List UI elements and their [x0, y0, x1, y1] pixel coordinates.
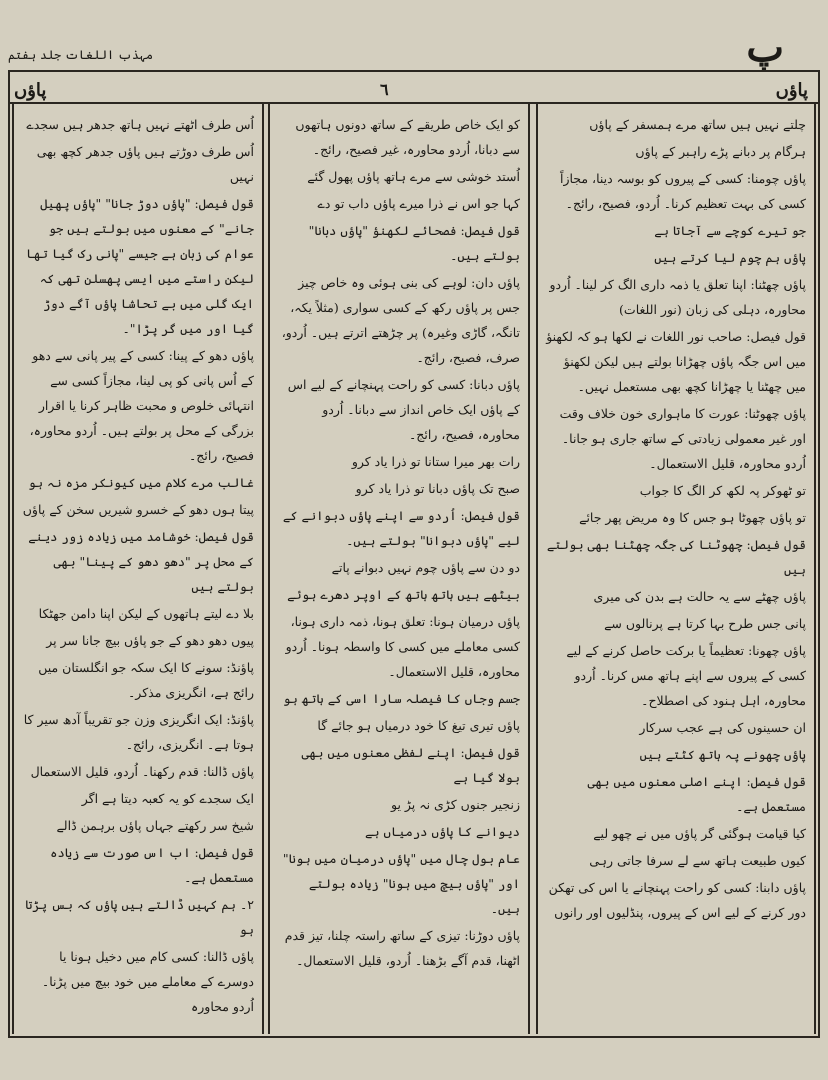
text-line: کیا قیامت ہوگئی گر پاؤں میں نے چھو لیے: [593, 826, 806, 841]
text-line: پاؤں دوڑنا: تیزی کے ساتھ راستہ چلنا، تیز قدم اٹھنا، قدم آگے بڑھنا۔ اُردو، قلیل الاستعمال۔: [284, 928, 520, 968]
text-line: پاؤں ہم چوم لیا کرتے ہیں: [654, 250, 806, 265]
text-line: قول فیصل: اپنے لفظی معنوں میں بھی بولا گیا ہے: [301, 745, 520, 785]
text-line: پیتا ہوں دھو کے خسرو شیریں سخن کے پاؤں: [22, 502, 254, 517]
headword-left: پاؤں: [14, 80, 47, 101]
section-letter: پ: [746, 24, 784, 71]
text-line: دیوانے کا پاؤں درمیاں ہے: [364, 824, 520, 839]
text-line: پاؤں ڈالنا: کسی کام میں دخیل ہونا یا دوسرے کے معاملے میں خود بیچ میں پڑنا۔ اُردو محاورہ: [41, 949, 254, 1014]
text-line: اُس طرف دوڑتے ہیں پاؤں جدھر کچھ بھی نہیں: [36, 144, 254, 184]
text-line: ان حسینوں کی ہے عجب سرکار: [639, 720, 806, 735]
text-line: ایک سجدے کو یہ کعبہ دیتا ہے اگر: [81, 791, 254, 806]
text-line: ۲۔ ہم کہیں ڈالتے ہیں پاؤں کہ بس پڑتا ہو: [25, 897, 254, 937]
text-line: پاؤں دھو کے پینا: کسی کے پیر پانی سے دھو کے اُس پانی کو پی لینا، مجازاً کسی سے انتہائی خلوص و محبت ظاہر کرنا یا اقرار بزرگی کے محل پر بولتے ہیں۔ اُردو محاورہ، فصیح، رائج۔: [29, 348, 254, 463]
headword-right: پاؤں: [775, 80, 808, 101]
text-line: پاؤں درمیان ہونا: تعلق ہونا، ذمہ داری ہونا، کسی معاملے میں کسی کا واسطہ ہونا۔ اُردو محاورہ، قلیل الاستعمال۔: [285, 614, 520, 679]
column-left: [12, 104, 264, 1034]
text-line: پاؤں چھونے پہ ہاتھ کٹتے ہیں: [639, 747, 806, 762]
text-line: پاؤں چومنا: کسی کے پیروں کو بوسہ دینا، مجازاً کسی کی بہت تعظیم کرنا۔ اُردو، فصیح، رائج۔: [559, 171, 806, 211]
text-line: قول فیصل: چھوٹنا کی جگہ چھٹنا بھی بولتے ہیں: [546, 537, 806, 577]
text-line: اُس طرف اٹھتے نہیں ہاتھ جدھر ہیں سجدے: [26, 117, 254, 132]
text-line: دو دن سے پاؤں چوم نہیں دبوانے پاتے: [331, 560, 520, 575]
text-line: صبح تک پاؤں دبانا تو ذرا یاد کرو: [355, 481, 520, 496]
text-line: عام بول چال میں "پاؤں درمیان میں ہونا" اور "پاؤں بیچ میں ہونا" زیادہ بولتے ہیں۔: [282, 851, 520, 916]
text-line: قول فیصل: اپنے اصلی معنوں میں بھی مستعمل ہے۔: [587, 774, 806, 814]
text-line: کیوں طبیعت ہاتھ سے لے سرفا جاتی رہی: [589, 853, 806, 868]
text-line: بیٹھے ہیں ہاتھ ہاتھ کے اوپر دھرے ہوئے: [287, 587, 520, 602]
text-line: اُستد خوشی سے مرے ہاتھ پاؤں پھول گئے: [307, 169, 520, 184]
text-line: ہرگام پر دبانے پڑے راہبر کے پاؤں: [635, 144, 806, 159]
text-line: پاؤں چھوٹنا: عورت کا ماہواری خون خلاف وقت اور غیر معمولی زیادتی کے ساتھ جاری ہو جانا۔ اُردو محاورہ، قلیل الاستعمال۔: [559, 406, 806, 471]
text-line: پاؤنڈ: ایک انگریزی وزن جو تقریباً آدھ سیر کا ہوتا ہے۔ انگریزی، رائج۔: [23, 712, 254, 752]
text-line: کہا جو اس نے ذرا میرے پاؤں داب تو دے: [317, 196, 520, 211]
text-line: پاؤں چھٹے سے یہ حالت ہے بدن کی میری: [593, 589, 806, 604]
text-line: پاؤں تیری تیغ کا خود درمیاں ہو جائے گا: [317, 718, 520, 733]
text-line: غالب مرے کلام میں کیونکر مزہ نہ ہو: [28, 475, 254, 490]
text-line: پاؤں دابنا: کسی کو راحت پہنچانے یا اس کی تھکن دور کرنے کے لیے اس کے پیروں، پنڈلیوں اور رانوں: [548, 880, 806, 920]
text-line: جسم وجاں کا فیصلہ سارا اسی کے ہاتھ ہو: [283, 691, 520, 706]
text-line: بلا دے لیتے ہاتھوں کے لیکن اپنا دامن جھٹکا: [38, 606, 254, 621]
text-line: رات بھر میرا ستانا تو ذرا یاد کرو: [351, 454, 520, 469]
text-line: قول فیصل: فصحائے لکھنؤ "پاؤں دبانا" بولتے ہیں۔: [308, 223, 520, 263]
header-row: [10, 76, 818, 104]
text-line: پیوں دھو دھو کے جو پاؤں بیچ جانا سر پر: [46, 633, 254, 648]
text-line: شیخ سر رکھتے جہاں پاؤں برہمن ڈالے: [56, 818, 254, 833]
text-line: تو ٹھوکر پہ لکھ کر الگ کا جواب: [639, 483, 806, 498]
text-line: جو تیرے کوچے سے آجاتا ہے: [654, 223, 806, 238]
text-line: قول فیصل: "پاؤں دوڑ جانا" "پاؤں پھیل جانے" کے معنوں میں بولتے ہیں جو عوام کی زبان ہے جیسے "پانی رک گیا تھا لیکن راستے میں ایسی پھسلن تھی کہ ایک گلی میں بے تحاشا پاؤں آگے دوڑ گیا اور میں گر پڑا"۔: [26, 196, 254, 336]
text-line: پاؤں چھونا: تعظیماً یا برکت حاصل کرنے کے لیے کسی کے پیروں سے اپنے ہاتھ مس کرنا۔ اُردو محاورہ، اہل ہنود کی اصطلاح۔: [566, 643, 806, 708]
column-middle: [268, 104, 530, 1034]
text-line: پاؤں ڈالنا: قدم رکھنا۔ اُردو، قلیل الاستعمال: [30, 764, 254, 779]
text-line: قول فیصل: اب اس صورت سے زیادہ مستعمل ہے۔: [50, 845, 254, 885]
text-line: پاؤں دان: لوہے کی بنی ہوئی وہ خاص چیز جس پر پاؤں رکھ کے کسی سواری (مثلاً یکہ، تانگہ، گاڑی وغیرہ) پر چڑھتے اترتے ہیں۔ اُردو، صرف، فصیح، رائج۔: [281, 275, 520, 365]
text-line: تو پاؤں چھوٹا ہو جس کا وہ مریض پھر جائے: [579, 510, 806, 525]
text-line: چلتے نہیں ہیں ساتھ مرے ہمسفر کے پاؤں: [589, 117, 806, 132]
column-right: [536, 104, 816, 1034]
page-number: ٦: [380, 80, 389, 99]
text-line: قول فیصل: اُردو سے اپنے پاؤں دبوانے کے لیے "پاؤں دبوانا" بولتے ہیں۔: [282, 508, 520, 548]
text-line: قول فیصل: خوشامد میں زیادہ زور دینے کے محل پر "دھو دھو کے پینا" بھی بولتے ہیں: [28, 529, 254, 594]
text-line: پاؤنڈ: سونے کا ایک سکہ جو انگلستان میں رائج ہے، انگریزی مذکر۔: [38, 660, 254, 700]
text-line: زنجیر جنوں کڑی نہ پڑ یو: [390, 797, 520, 812]
text-line: پاؤں دبانا: کسی کو راحت پہنچانے کے لیے اس کے پاؤں ایک خاص انداز سے دبانا۔ اُردو محاورہ، فصیح، رائج۔: [287, 377, 520, 442]
text-line: پانی جس طرح بہا کرتا ہے پرنالوں سے: [604, 616, 806, 631]
text-line: قول فیصل: صاحب نور اللغات نے لکھا ہو کہ لکھنؤ میں اس جگہ پاؤں چھڑانا بولتے ہیں لیکن لکھنؤ میں چھٹنا یا چھڑانا کچھ بھی مستعمل نہیں۔: [546, 329, 806, 394]
running-title: مہذب اللغات جلد ہفتم: [8, 48, 154, 62]
text-line: کو ایک خاص طریقے کے ساتھ دونوں ہاتھوں سے دبانا، اُردو محاورہ، غیر فصیح، رائج۔: [295, 117, 520, 157]
text-line: پاؤں چھٹنا: اپنا تعلق یا ذمہ داری الگ کر لینا۔ اُردو محاورہ، دہلی کی زبان (نور اللغات): [549, 277, 806, 317]
